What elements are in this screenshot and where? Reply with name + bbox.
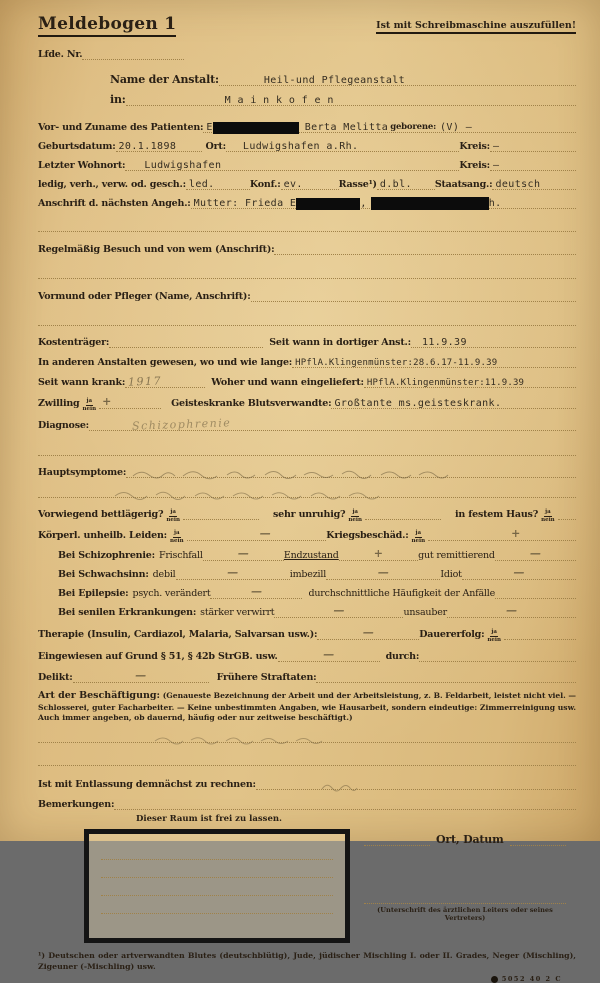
idiot-mark: —: [513, 566, 525, 579]
seit-wann-krank-value: 1917: [128, 374, 163, 389]
imbezill-label: imbezill: [289, 569, 327, 580]
unsauber-field: [447, 604, 576, 618]
dauererfolg-field: [504, 626, 576, 640]
seit-wann-krank-label: Seit wann krank:: [38, 377, 126, 388]
andere-anstalten-label: In anderen Anstalten gewesen, wo und wie lange:: [38, 357, 293, 368]
ort-datum-field: [510, 832, 566, 846]
next-of-kin-field: [191, 195, 576, 209]
confession-value: ev.: [283, 179, 303, 190]
ja-nein-choice: ja nein: [82, 398, 97, 412]
dauererfolg-label: Dauererfolg:: [419, 629, 485, 640]
patient-name-field: [203, 119, 576, 133]
signature-field: [364, 890, 566, 904]
signature-caption: (Unterschrift des ärztlichen Leiters oder seines Vertreters): [377, 906, 553, 923]
birthdate-field: [116, 138, 202, 152]
birthplace-field: [226, 138, 460, 152]
endzustand-label: Endzustand: [283, 550, 339, 561]
leiden-mark: —: [259, 527, 271, 540]
typewriter-note: Ist mit Schreibmaschine auszufüllen!: [376, 20, 576, 34]
debil-label: debil: [152, 569, 176, 580]
remittierend-field: [495, 547, 576, 561]
kreis1-field: [490, 138, 576, 152]
entlassung-label: Ist mit Entlassung demnächst zu rechnen:: [38, 779, 256, 791]
footnote: ¹) Deutschen oder artverwandten Blutes (deutschblütig), Jude, jüdischer Mischling I. oder II. Grades, Neger (Mischling), Zigeuner (-Mischling) usw.: [38, 951, 576, 972]
confession-field: [281, 176, 339, 190]
anfaelle-label: durchschnittliche Häufigkeit der Anfälle: [308, 588, 496, 599]
kreis2-field: [490, 157, 576, 171]
senile-label: Bei senilen Erkrankungen:: [58, 607, 197, 618]
besuch-field: [274, 241, 576, 255]
delikt-label: Delikt:: [38, 672, 73, 683]
anfaelle-field: [495, 585, 576, 599]
bettlaegerig-field: [183, 506, 259, 520]
frischfall-mark: —: [237, 547, 249, 560]
blutsverwandte-field: [331, 395, 576, 409]
seit-wann-krank-field: [125, 374, 205, 388]
handwriting-scribble: [129, 468, 509, 480]
unsauber-mark: —: [505, 604, 517, 617]
hauptsymptome-field-line2: [38, 484, 576, 498]
patient-name-value: Berta Melitta: [304, 122, 389, 133]
psych-veraendert-mark: —: [250, 585, 262, 598]
idiot-label: Idiot: [440, 569, 462, 580]
woher-eingeliefert-value: HPflA.Klingenmünster:11.9.39: [366, 378, 525, 388]
patient-name-label: Vor- und Zuname des Patienten:: [38, 122, 204, 133]
imbezill-mark: —: [377, 566, 389, 579]
eingewiesen-mark: —: [323, 648, 335, 661]
kreis2-label: Kreis:: [459, 160, 490, 171]
unruhig-field: [365, 506, 441, 520]
therapie-mark: —: [362, 626, 374, 639]
anstalt-location-field: [126, 92, 576, 106]
bettlaegerig-label: Vorwiegend bettlägerig?: [38, 509, 164, 520]
box-dotted-line: [101, 858, 333, 860]
vormund-field-line2: [38, 312, 576, 326]
ort-datum-line-left: [364, 832, 430, 846]
remittierend-label: gut remittierend: [418, 550, 495, 561]
seit-wann-anstalt-label: Seit wann in dortiger Anst.:: [269, 337, 411, 348]
next-of-kin-value-post: h.: [488, 198, 502, 209]
unsauber-label: unsauber: [403, 607, 447, 618]
ja-nein-choice: ja nein: [541, 509, 555, 523]
seit-wann-anstalt-value: 11.9.39: [421, 337, 467, 348]
birthplace-label: Ort:: [205, 141, 226, 152]
endzustand-mark: +: [373, 547, 383, 560]
residence-label: Letzter Wohnort:: [38, 160, 126, 171]
verwirrt-mark: —: [333, 604, 345, 617]
andere-anstalten-field: [292, 354, 576, 368]
anstalt-in-label: in:: [110, 93, 126, 106]
print-code: 5052 40 2 C: [501, 975, 562, 983]
eingewiesen-field: [278, 648, 380, 662]
freiraum-caption: Dieser Raum ist frei zu lassen.: [136, 814, 282, 825]
redaction-box: [371, 197, 489, 210]
kreis1-value: –: [493, 141, 500, 152]
citizenship-field: [492, 176, 576, 190]
beschaeftigung-note: Art der Beschäftigung: (Genaueste Bezeichnung der Arbeit und der Arbeitsleistung, z. B. Feldarbeit, leistet nicht viel. — Schlosserei, guter Facharbeiter. — Keine unbestimmten Angaben, wie Hausarbeit, sondern eindeutige: Zimmerreinigung usw. Auch immer angeben, ob dauernd, häufig oder nur zeitweise beschäftigt.): [38, 690, 577, 723]
blutsverwandte-label: Geisteskranke Blutsverwandte:: [171, 398, 332, 409]
verwirrt-label: stärker verwirrt: [200, 607, 275, 618]
rasse-field: [377, 176, 435, 190]
kostentraeger-label: Kostenträger:: [38, 337, 110, 348]
box-dotted-line: [101, 912, 333, 914]
redaction-box: [296, 198, 360, 210]
anstalt-name-field: [219, 72, 576, 86]
imbezill-field: [326, 566, 440, 580]
diagnose-field: [89, 417, 576, 431]
vormund-label: Vormund oder Pfleger (Name, Anschrift):: [38, 291, 251, 302]
woher-eingeliefert-field: [364, 374, 576, 388]
bemerkungen-label: Bemerkungen:: [38, 799, 115, 811]
kostentraeger-field: [109, 334, 263, 348]
geborene-label: geborene:: [390, 122, 437, 132]
frischfall-field: [203, 547, 284, 561]
zwilling-field: [99, 395, 161, 409]
rasse-label: Rasse¹): [338, 179, 377, 190]
diagnose-value: Schizophrenie: [131, 416, 232, 433]
handwriting-scribble: [319, 780, 359, 792]
kriegsbeschaedigt-mark: +: [511, 527, 521, 540]
unheilbare-leiden-field: [187, 527, 327, 541]
serial-number-label: Lfde. Nr.: [38, 49, 83, 60]
geborene-value: (V) –: [440, 122, 473, 133]
ort-datum-label: Ort, Datum: [436, 833, 504, 847]
kriegsbeschaedigt-field: [428, 527, 576, 541]
serial-number-field: [82, 46, 184, 60]
marital-status-field: [186, 176, 250, 190]
psych-veraendert-field: [210, 585, 302, 599]
printers-mark-icon: [491, 976, 498, 983]
kreis1-label: Kreis:: [459, 141, 490, 152]
unheilbare-leiden-label: Körperl. unheilb. Leiden:: [38, 530, 167, 541]
hauptsymptome-field: [126, 464, 576, 478]
page-title: Meldebogen 1: [38, 14, 176, 37]
citizenship-label: Staatsang.:: [434, 179, 493, 190]
verwirrt-field: [274, 604, 403, 618]
psych-veraendert-label: psych. verändert: [132, 588, 211, 599]
idiot-field: [462, 566, 576, 580]
residence-value: Ludwigshafen: [144, 160, 222, 171]
straftaten-label: Frühere Straftaten:: [216, 672, 317, 683]
therapie-label: Therapie (Insulin, Cardiazol, Malaria, Salvarsan usw.):: [38, 629, 318, 640]
besuch-label: Regelmäßig Besuch und von wem (Anschrift):: [38, 244, 275, 255]
ja-nein-choice: ja nein: [348, 509, 363, 523]
hauptsymptome-label: Hauptsymptome:: [38, 467, 127, 478]
bemerkungen-field: [114, 796, 576, 810]
festes-haus-label: in festem Haus?: [455, 509, 539, 520]
schwachsinn-label: Bei Schwachsinn:: [58, 569, 149, 580]
festes-haus-field: [558, 506, 576, 520]
birthplace-value: Ludwigshafen a.Rh.: [242, 141, 359, 152]
epilepsie-label: Bei Epilepsie:: [58, 588, 129, 599]
debil-field: [176, 566, 290, 580]
rasse-value: d.bl.: [379, 179, 412, 190]
anstalt-name-label: Name der Anstalt:: [110, 73, 219, 86]
frischfall-label: Frischfall: [158, 550, 203, 561]
ja-nein-choice: ja nein: [487, 629, 501, 643]
anstalt-name-value: Heil-und Pflegeanstalt: [263, 75, 406, 86]
redaction-box: [213, 122, 299, 134]
woher-eingeliefert-label: Woher und wann eingeliefert:: [211, 377, 364, 388]
marital-status-label: ledig, verh., verw. od. gesch.:: [38, 179, 186, 190]
zwilling-label: Zwilling: [38, 398, 80, 409]
debil-mark: —: [227, 566, 239, 579]
box-dotted-line: [101, 894, 333, 896]
delikt-mark: —: [135, 669, 147, 682]
beschaeftigung-label: Art der Beschäftigung:: [38, 690, 161, 701]
kreis2-value: –: [493, 160, 500, 171]
diagnose-label: Diagnose:: [38, 420, 89, 431]
next-of-kin-label: Anschrift d. nächsten Angeh.:: [38, 198, 191, 209]
eingewiesen-label: Eingewiesen auf Grund § 51, § 42b StrGB. usw.: [38, 651, 278, 662]
ja-nein-choice: ja nein: [411, 530, 426, 544]
endzustand-field: [339, 547, 418, 561]
ja-nein-choice: ja nein: [169, 530, 184, 544]
kriegsbeschaedigt-label: Kriegsbeschäd.:: [326, 530, 409, 541]
residence-field: [125, 157, 459, 171]
vormund-field: [251, 288, 576, 302]
birthdate-label: Geburtsdatum:: [38, 141, 116, 152]
birthdate-value: 20.1.1898: [118, 141, 177, 152]
beschaeftigung-field-line2: [38, 752, 576, 766]
straftaten-field: [316, 669, 576, 683]
next-of-kin-value-pre: Mutter: Frieda E: [193, 198, 297, 209]
delikt-field: [73, 669, 209, 683]
andere-anstalten-value: HPflA.Klingenmünster:28.6.17-11.9.39: [295, 358, 498, 368]
seit-wann-anstalt-field: [411, 334, 576, 348]
box-dotted-line: [101, 876, 333, 878]
patient-name-initial: E: [206, 122, 213, 133]
beschaeftigung-field: [38, 729, 576, 743]
remittierend-mark: —: [529, 547, 541, 560]
schizophrenie-label: Bei Schizophrenie:: [58, 550, 155, 561]
blutsverwandte-value: Großtante ms.geisteskrank.: [334, 398, 502, 409]
citizenship-value: deutsch: [495, 179, 541, 190]
durch-field: [419, 648, 576, 662]
handwriting-scribble: [111, 488, 471, 500]
zwilling-mark: +: [102, 395, 112, 408]
reserved-space-box: [84, 829, 350, 943]
entlassung-field: [256, 776, 576, 790]
confession-label: Konf.:: [249, 179, 281, 190]
ja-nein-choice: ja nein: [166, 509, 180, 523]
handwriting-scribble: [151, 733, 341, 745]
besuch-field-line2: [38, 265, 576, 279]
divider-dotted-line: [38, 218, 576, 232]
unruhig-label: sehr unruhig?: [272, 509, 346, 520]
anstalt-location-value: M a i n k o f e n: [224, 95, 334, 106]
next-of-kin-comma: ,: [360, 198, 367, 209]
therapie-field: [317, 626, 419, 640]
durch-label: durch:: [385, 651, 420, 662]
divider-dotted-line: [38, 442, 576, 456]
marital-status-value: led.: [188, 179, 215, 190]
